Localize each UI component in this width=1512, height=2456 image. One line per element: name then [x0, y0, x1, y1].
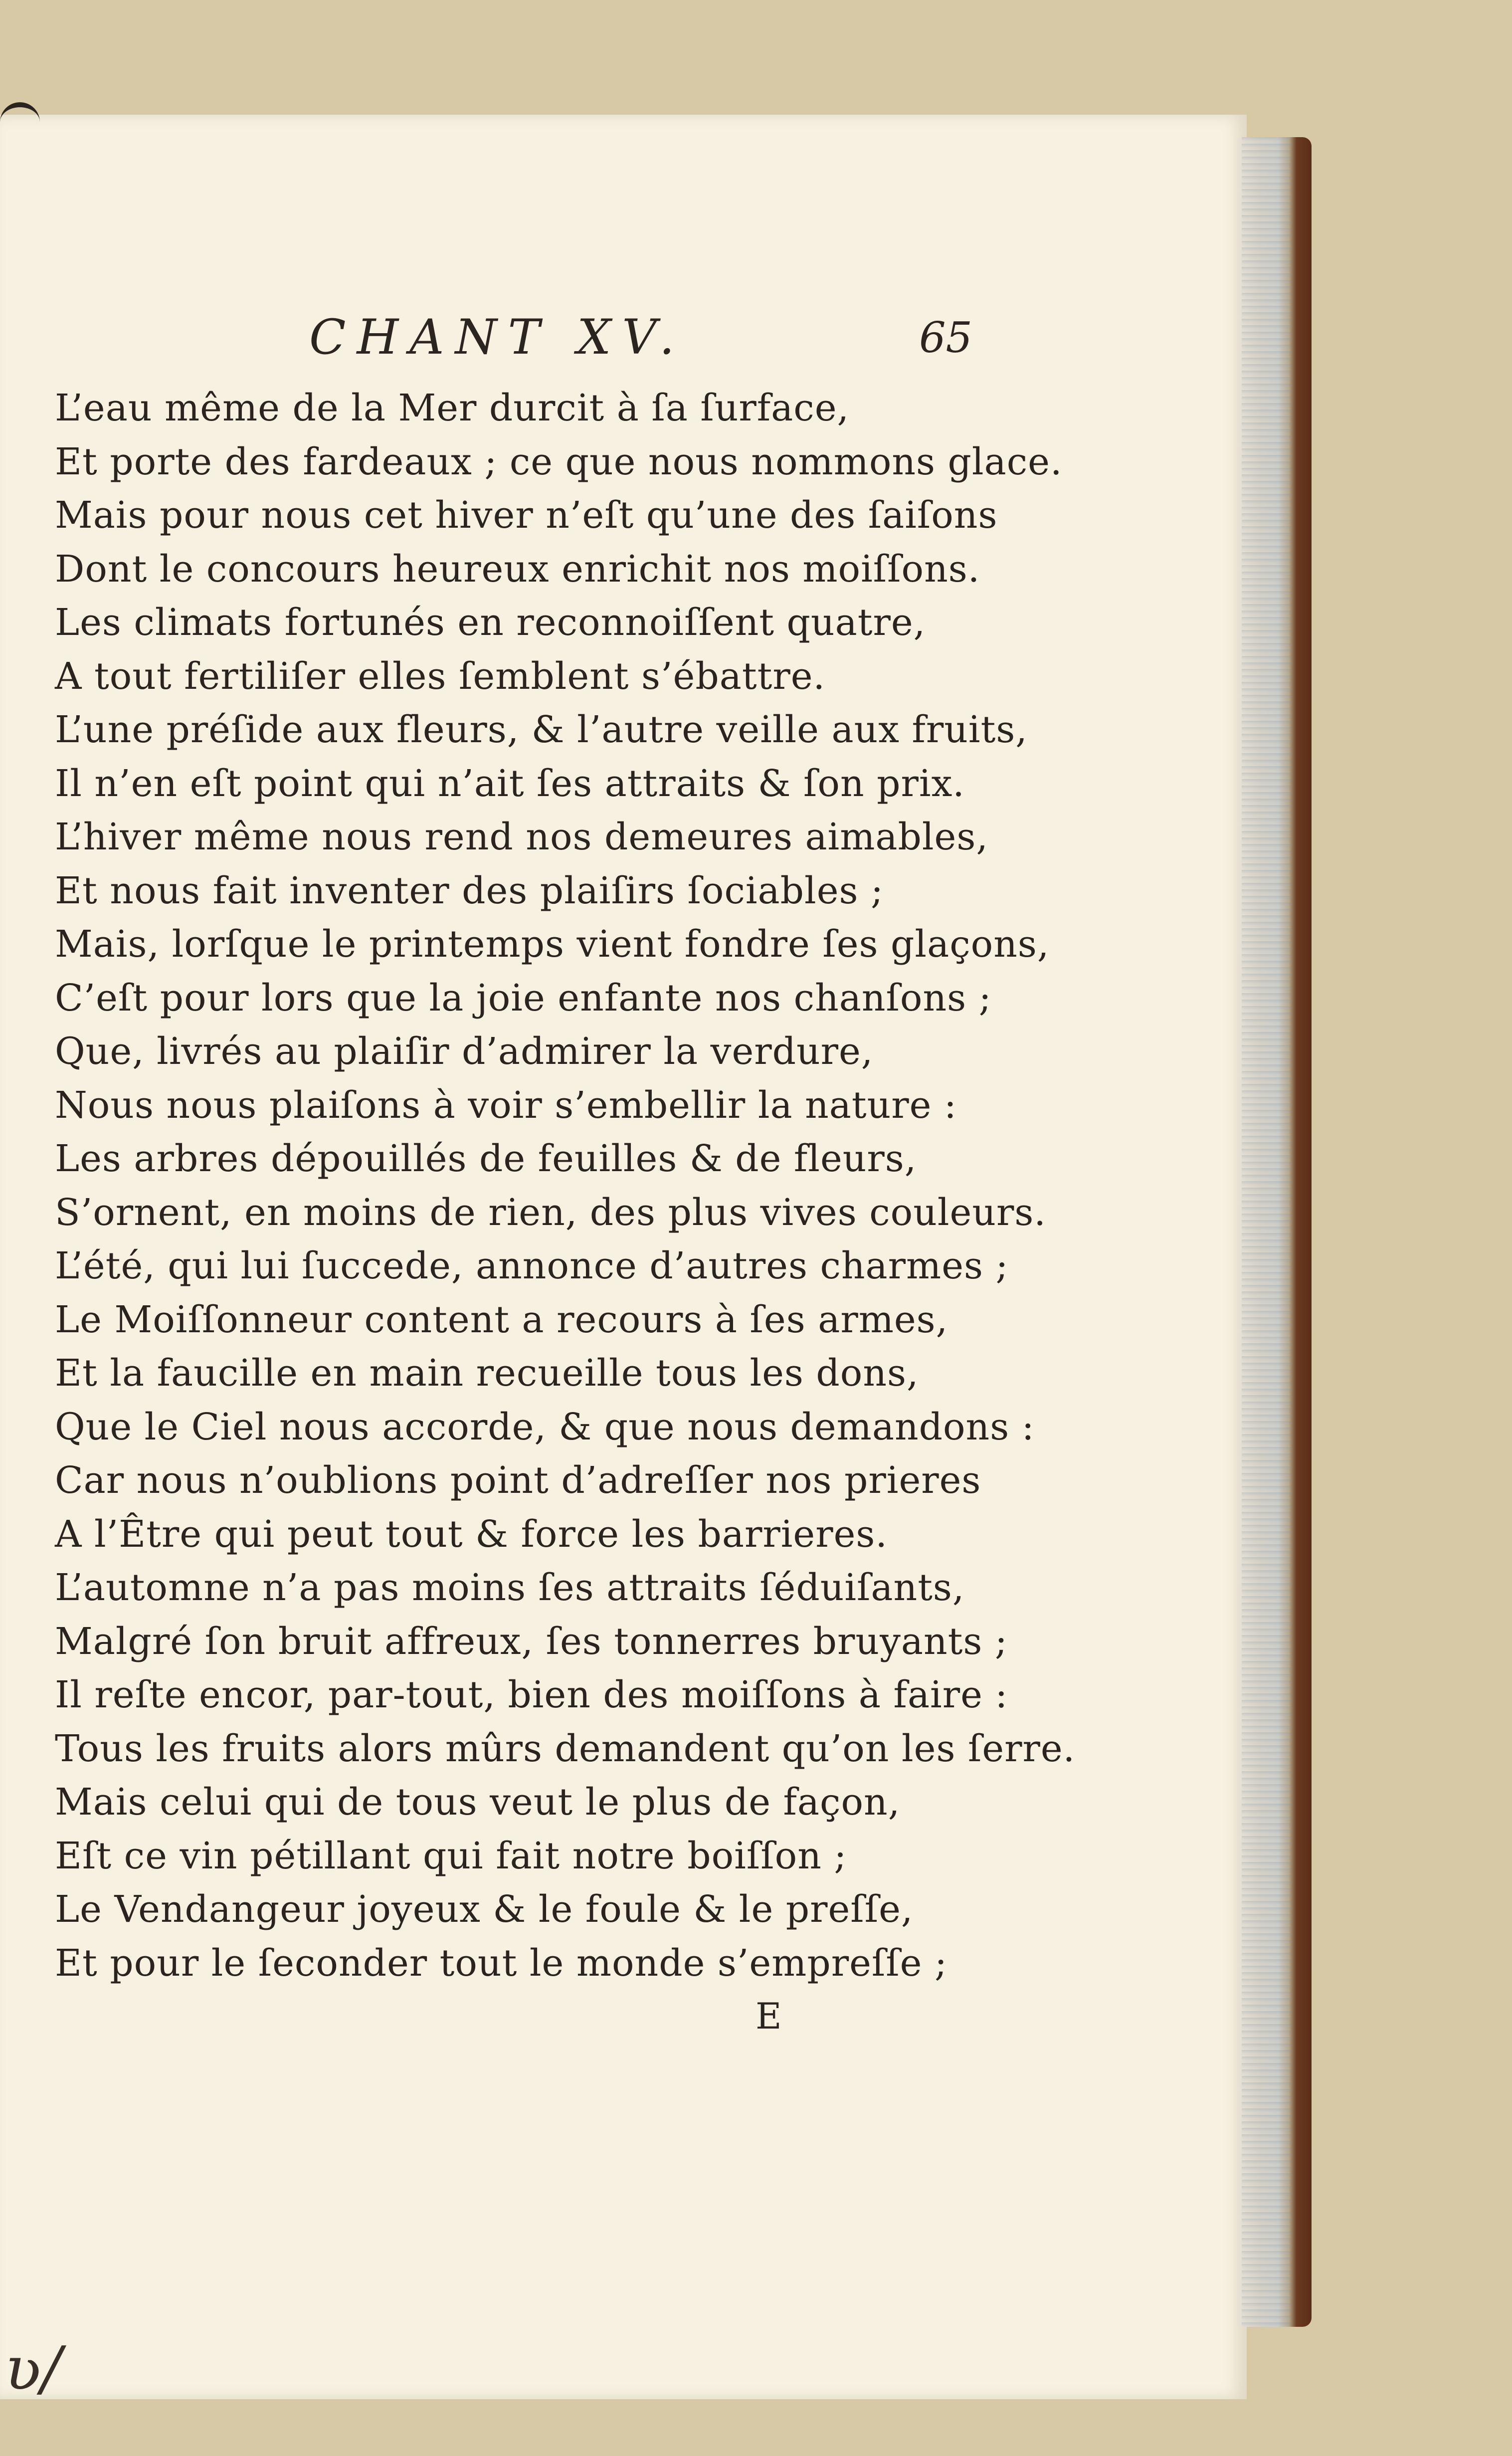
verse-line: Car nous n’oublions point d’adreſſer nos prieres [55, 1459, 981, 1502]
verse-line: Que, livrés au plaiſir d’admirer la verdure, [55, 1030, 874, 1073]
verse-line: Et porte des fardeaux ; ce que nous nommons glace. [55, 440, 1063, 483]
verse-line: C’eſt pour lors que la joie enfante nos chanſons ; [55, 976, 992, 1020]
verse-line: S’ornent, en moins de rien, des plus vives couleurs. [55, 1191, 1046, 1234]
verse-line: Le Vendangeur joyeux & le foule & le preſſe, [55, 1888, 914, 1931]
verse-line: Et pour le ſeconder tout le monde s’empreſſe ; [55, 1941, 947, 1985]
verse-line: Mais celui qui de tous veut le plus de façon, [55, 1781, 901, 1824]
verse-line: Eſt ce vin pétillant qui fait notre boiſſon ; [55, 1834, 847, 1877]
verse-line: Il n’en eſt point qui n’ait ſes attraits & ſon prix. [55, 762, 965, 805]
verse-line: L’automne n’a pas moins ſes attraits ſéduiſants, [55, 1566, 965, 1609]
verse-line: L’hiver même nous rend nos demeures aimables, [55, 816, 988, 858]
verse-line: Il reſte encor, par-tout, bien des moiſſons à faire : [55, 1673, 1008, 1716]
verse-line: A tout fertiliſer elles ſemblent s’ébattre. [55, 654, 826, 698]
verse-line: Mais, lorſque le printemps vient fondre ſes glaçons, [55, 923, 1050, 966]
verse-line: Que le Ciel nous accorde, & que nous demandons : [55, 1405, 1035, 1448]
signature-mark: E [756, 1995, 782, 2037]
page-header [309, 309, 972, 369]
bottom-handwritten-mark: ʋ/ [5, 2334, 62, 2404]
verse-list [55, 382, 1076, 1990]
book-edge [1237, 137, 1312, 2327]
verse-line: L’eau même de la Mer durcit à ſa ſurface, [55, 387, 850, 429]
verse-line: Le Moiſſonneur content a recours à ſes armes, [55, 1298, 948, 1341]
verse-line: L’une préſide aux fleurs, & l’autre veille aux fruits, [55, 708, 1028, 751]
verse-line: A l’Être qui peut tout & force les barrieres. [55, 1512, 888, 1556]
verse-line: Malgré ſon bruit affreux, ſes tonnerres bruyants ; [55, 1620, 1008, 1663]
running-title: CHANT XV. [309, 309, 686, 365]
corner-mark [0, 102, 40, 127]
verse-line: L’été, qui lui ſuccede, annonce d’autres charmes ; [55, 1244, 1009, 1287]
verse-line: Les arbres dépouillés de feuilles & de fleurs, [55, 1137, 917, 1180]
verse-line: Les climats fortunés en reconnoiſſent quatre, [55, 601, 926, 644]
page-number: 65 [919, 313, 972, 362]
verse-line: Nous nous plaiſons à voir s’embellir la nature : [55, 1083, 957, 1127]
verse-line: Et nous fait inventer des plaiſirs ſociables ; [55, 869, 884, 912]
verse-line: Et la faucille en main recueille tous les dons, [55, 1352, 919, 1395]
verse-line: Mais pour nous cet hiver n’eſt qu’une des ſaiſons [55, 494, 998, 537]
verse-line: Tous les fruits alors mûrs demandent qu’on les ſerre. [55, 1727, 1076, 1770]
verse-line: Dont le concours heureux enrichit nos moiſſons. [55, 547, 980, 591]
